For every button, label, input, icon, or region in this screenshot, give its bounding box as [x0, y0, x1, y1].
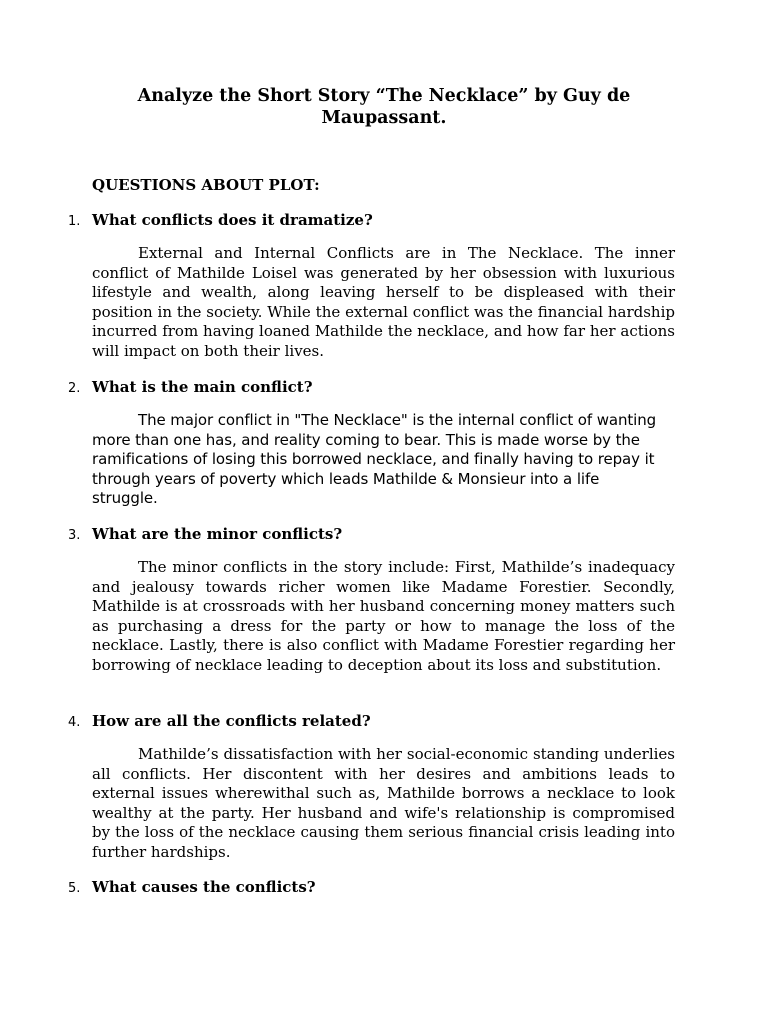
answer-paragraph: The minor conflicts in the story include: First, Mathilde’s inadequacy and jealousy towards richer women like Madame Forestier. Secondly, Mathilde is at crossroads with her husband concerning money matters such as purchasing a dress for the party or how to manage the loss of the necklace. Lastly, there is also conflict with Madame Forestier regarding her borrowing of necklace leading to deception about its loss and substitution.: [92, 558, 675, 674]
question-text: What are the minor conflicts?: [92, 525, 343, 543]
question-number: 2.: [68, 381, 81, 396]
question-number: 5.: [68, 881, 81, 896]
question-item: [68, 210, 688, 232]
question-item: [68, 877, 688, 899]
question-text: What causes the conflicts?: [92, 878, 316, 896]
question-text: What conflicts does it dramatize?: [92, 211, 373, 229]
answer-paragraph: Mathilde’s dissatisfaction with her social-economic standing underlies all conflicts. Her discontent with her desires and ambitions leads to external issues wherewithal such as, Mathilde borrows a necklace to look wealthy at the party. Her husband and wife's relationship is compromised by the loss of the necklace causing them serious financial crisis leading into further hardships.: [92, 745, 675, 861]
question-text: How are all the conflicts related?: [92, 712, 371, 730]
question-number: 1.: [68, 214, 81, 229]
document-title: Analyze the Short Story “The Necklace” by Guy de Maupassant.: [137, 86, 631, 128]
question-item: [68, 711, 688, 733]
question-item: [68, 524, 688, 546]
answer-paragraph: External and Internal Conflicts are in The Necklace. The inner conflict of Mathilde Loisel was generated by her obsession with luxurious lifestyle and wealth, along leaving herself to be displeased with their position in the society. While the external conflict was the financial hardship incurred from having loaned Mathilde the necklace, and how far her actions will impact on both their lives.: [92, 244, 675, 360]
question-text: What is the main conflict?: [92, 378, 313, 396]
answer-paragraph: The major conflict in "The Necklace" is the internal conflict of wanting more than one has, and reality coming to bear. This is made worse by the ramifications of losing this borrowed necklace, and finally having to repay it through years of poverty which leads Mathilde & Monsieur into a life struggle.: [92, 411, 657, 508]
section-heading: QUESTIONS ABOUT PLOT:: [92, 176, 320, 194]
question-number: 4.: [68, 715, 81, 730]
question-item: [68, 377, 688, 399]
question-number: 3.: [68, 528, 81, 543]
